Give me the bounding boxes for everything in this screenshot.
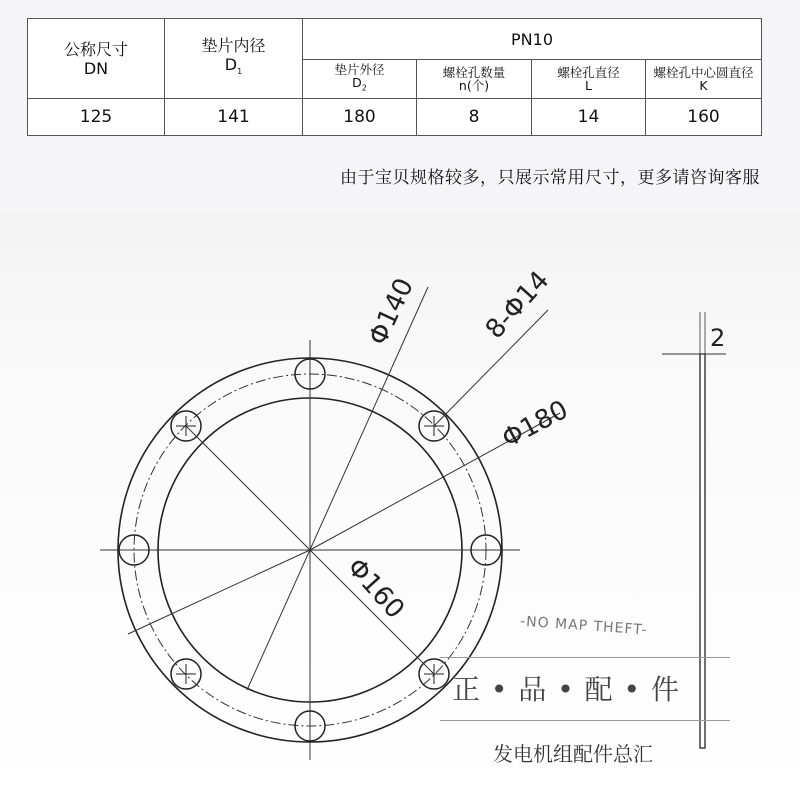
header-bolt-count: 螺栓孔数量 n(个) [417, 60, 532, 99]
spec-note: 由于宝贝规格较多，只展示常用尺寸，更多请咨询客服 [340, 168, 760, 188]
watermark-bottom: 发电机组配件总汇 [493, 742, 653, 766]
watermark-divider [440, 720, 730, 721]
cell-k: 160 [646, 99, 762, 136]
cell-dn: 125 [28, 99, 165, 136]
cell-n: 8 [417, 99, 532, 136]
cell-d2: 180 [303, 99, 417, 136]
dimension-leaders [128, 287, 560, 690]
watermark-middle: 正 • 品 • 配 • 件 [452, 673, 679, 706]
dim-thickness-label: 2 [710, 324, 726, 352]
header-outer-diameter: 垫片外径 $D_2$ [303, 60, 417, 99]
cell-l: 14 [532, 99, 646, 136]
header-bolt-hole-diameter: 螺栓孔直径 L [532, 60, 646, 99]
header-inner-diameter: 垫片内径 $D_1$ [165, 19, 303, 99]
header-pn10: PN10 [303, 19, 762, 60]
cell-d1: 141 [165, 99, 303, 136]
dim-inner-label: Φ140 [363, 273, 420, 350]
watermark-top: -NO MAP THEFT- [519, 613, 648, 639]
header-nominal-size: 公称尺寸 DN [28, 19, 165, 99]
header-bolt-circle-diameter: 螺栓孔中心圆直径 K [646, 60, 762, 99]
watermark-divider [440, 657, 730, 658]
dim-bolt-circle-label: Φ160 [340, 552, 410, 625]
dim-outer-label: Φ180 [497, 394, 574, 455]
dim-holes-label: 8-Φ14 [479, 265, 556, 345]
